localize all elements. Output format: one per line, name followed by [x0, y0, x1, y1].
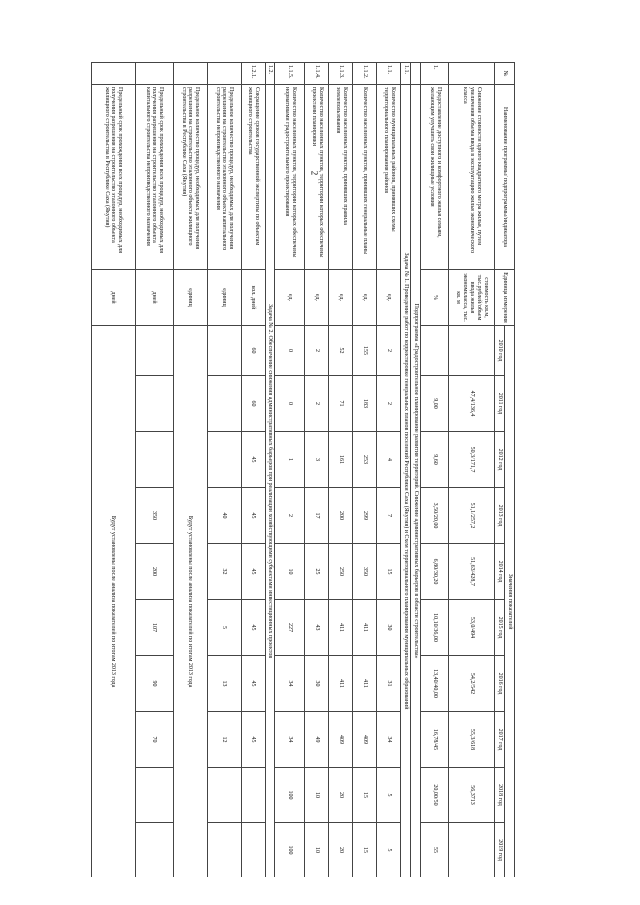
value-cell: 200	[135, 544, 173, 600]
value-cell: 5	[377, 823, 401, 878]
value-cell: 90	[135, 656, 173, 712]
table-row	[241, 63, 265, 878]
value-cell: 2	[377, 376, 401, 432]
year-header: 2018 год	[495, 768, 505, 823]
value-cell: 60	[241, 376, 265, 432]
note-2013-cell: Будут установлены после анализа показателей по итогам 2013 года	[173, 326, 207, 878]
value-cell: 25	[305, 544, 329, 600]
row-name: Количество населенных пунктов, территории которых обеспечены проектами планировки	[305, 85, 329, 270]
value-cell: 51,1/257,2	[449, 488, 495, 544]
value-cell: 43	[305, 600, 329, 656]
row-unit: кол. дней	[241, 270, 265, 326]
value-cell: 9,00	[421, 376, 449, 432]
value-cell: 409	[353, 712, 377, 768]
value-cell: 16,78/45	[421, 712, 449, 768]
value-cell: 107	[135, 600, 173, 656]
rotated-table-container	[56, 62, 515, 877]
value-cell: 55,3/618	[449, 712, 495, 768]
value-cell	[135, 376, 173, 432]
table-row	[275, 63, 305, 878]
value-cell	[241, 768, 265, 823]
values-title: Значения показателей	[505, 326, 515, 878]
value-cell: 161	[329, 432, 353, 488]
row-no	[207, 63, 241, 85]
value-cell: 299	[353, 488, 377, 544]
value-cell: 100	[275, 768, 305, 823]
table-row	[305, 63, 329, 878]
year-header: 2019 год	[495, 823, 505, 878]
value-cell: 13	[207, 656, 241, 712]
row-name: Снижение стоимости одного квадратного метра жилья, путем увеличения объема ввода в эксплуатацию жилья экономического класса	[449, 85, 495, 270]
value-cell: 2	[275, 488, 305, 544]
task-1-title: Задача № 1. Проведение работ по корректировке генеральных планов поселений Республики Саха (Якутия) и Схем территориального планирования муниципальных образований	[401, 85, 411, 878]
year-header: 2013 год	[495, 488, 505, 544]
value-cell: 71	[329, 376, 353, 432]
row-no: 1.1.	[377, 63, 401, 85]
value-cell: 34	[275, 712, 305, 768]
task-2-title: Задача № 2. Обеспечение снижения административных барьеров при реализации хозяйствующими субъектами инвестиционных проектов	[265, 85, 275, 878]
value-cell	[207, 376, 241, 432]
row-no: 1.1.5.	[275, 63, 305, 85]
value-cell: 49	[305, 712, 329, 768]
value-cell	[135, 823, 173, 878]
row-name: Количество населенных пунктов, принявших генеральные планы	[353, 85, 377, 270]
row-unit: ед.	[329, 270, 353, 326]
value-cell: 32	[207, 544, 241, 600]
row-no: 1.1.3.	[329, 63, 353, 85]
table-row	[421, 63, 449, 878]
year-header: 2016 год	[495, 656, 505, 712]
document-page	[56, 62, 515, 877]
value-cell: 183	[353, 376, 377, 432]
row-no	[135, 63, 173, 85]
value-cell: 60	[241, 326, 265, 376]
table-row	[449, 63, 495, 878]
value-cell: 70	[135, 712, 173, 768]
value-cell: 45	[241, 544, 265, 600]
row-unit: ед.	[377, 270, 401, 326]
value-cell: 9,60	[421, 432, 449, 488]
value-cell: 45	[241, 432, 265, 488]
row-name: Предоставление доступного и комфортного жилья семьям, желающим улучшить свои жилищные условия	[421, 85, 449, 270]
value-cell: 15	[353, 823, 377, 878]
value-cell	[207, 326, 241, 376]
value-cell: 350	[353, 544, 377, 600]
year-header: 2015 год	[495, 600, 505, 656]
row-name: Сокращение сроков государственной экспертизы по объектам жилищного строительства	[241, 85, 265, 270]
value-cell: 2	[305, 326, 329, 376]
year-header: 2012 год	[495, 432, 505, 488]
row-no	[91, 63, 135, 85]
indicators-table	[91, 62, 515, 877]
value-cell: 34	[275, 656, 305, 712]
row-no: 1.	[421, 63, 449, 85]
row-no: 1.1.2.	[353, 63, 377, 85]
value-cell: 15	[353, 768, 377, 823]
task-row	[265, 63, 275, 878]
row-unit: единиц	[173, 270, 207, 326]
value-cell: 4	[377, 432, 401, 488]
value-cell: 3,50/20,00	[421, 488, 449, 544]
page-number: 2	[309, 170, 320, 176]
value-cell: 52	[329, 326, 353, 376]
row-unit: дней	[91, 270, 135, 326]
value-cell: 0	[275, 326, 305, 376]
value-cell: 20	[329, 823, 353, 878]
value-cell: 6,80/30,20	[421, 544, 449, 600]
row-name: Количество населенных пунктов, принявших правила землепользования	[329, 85, 353, 270]
value-cell: 30	[377, 600, 401, 656]
value-cell: 227	[275, 600, 305, 656]
task-row	[401, 63, 411, 878]
row-name: Предельное количество процедур, необходимых для получения разрешения на строительство эталонного объекта капитального строительства непроизводственного назначения	[207, 85, 241, 270]
year-header: 2010 год	[495, 326, 505, 376]
value-cell: 34	[377, 712, 401, 768]
value-cell: 200	[329, 488, 353, 544]
value-cell	[207, 432, 241, 488]
value-cell: 2	[377, 326, 401, 376]
value-cell: 47,4/136,4	[449, 376, 495, 432]
year-header: 2014 год	[495, 544, 505, 600]
value-cell	[207, 768, 241, 823]
value-cell: 10	[275, 544, 305, 600]
value-cell: 51,63/428,7	[449, 544, 495, 600]
value-cell: 15	[377, 544, 401, 600]
row-name: Предельный срок прохождения всех процедур, необходимых для получения разрешения на строительство эталонного объекта жилищного строительства в Республике Саха (Якутия)	[91, 85, 135, 270]
table-row	[135, 63, 173, 878]
subprogram-title: Подпрограмма «Градостроительное планирование развития территорий. Снижение административных барьеров в области строительства»	[411, 85, 421, 878]
col-name-header: Наименование программы/ подпрограммы/индикатора	[495, 85, 515, 270]
row-unit: ед.	[305, 270, 329, 326]
value-cell: 53,0/494	[449, 600, 495, 656]
value-cell: 411	[329, 600, 353, 656]
value-cell: 409	[329, 712, 353, 768]
table-row	[353, 63, 377, 878]
row-name: Предельный срок прохождения всех процедур, необходимых для получения разрешения на строительство эталонного объекта капитального строительства непроизводственного назначения	[135, 85, 173, 270]
value-cell: 1	[275, 432, 305, 488]
table-row	[329, 63, 353, 878]
value-cell: 411	[353, 600, 377, 656]
row-unit: стоимость кв.м, тыс.рублей/объем ввода жилья экономкласса, тыс. кв. м	[449, 270, 495, 326]
row-no: 1.1.	[401, 63, 411, 85]
value-cell: 253	[353, 432, 377, 488]
col-unit-header: Единица измерения	[495, 270, 515, 326]
row-unit: единиц	[207, 270, 241, 326]
value-cell	[135, 432, 173, 488]
row-no	[173, 63, 207, 85]
value-cell	[207, 823, 241, 878]
row-no: 1.1.4.	[305, 63, 329, 85]
note-2013-cell: Будут установлены после анализа показателей по итогам 2013 года	[91, 326, 135, 878]
row-name: Количество муниципальных районов, принявших схемы территориального планирования районов	[377, 85, 401, 270]
value-cell: 17	[305, 488, 329, 544]
value-cell: 155	[353, 326, 377, 376]
value-cell: 12	[207, 712, 241, 768]
row-name: Количество населенных пунктов, территории которых обеспечены нормативами градостроительного проектирования	[275, 85, 305, 270]
value-cell: 30	[305, 656, 329, 712]
col-no-header: №	[495, 63, 515, 85]
value-cell	[135, 768, 173, 823]
value-cell: 20,00/50	[421, 768, 449, 823]
value-cell: 7	[377, 488, 401, 544]
value-cell: 13,40/40,00	[421, 656, 449, 712]
value-cell: 100	[275, 823, 305, 878]
value-cell: 56,3713	[449, 768, 495, 823]
value-cell	[135, 326, 173, 376]
value-cell: 45	[241, 656, 265, 712]
row-unit: ед.	[275, 270, 305, 326]
section-row	[411, 63, 421, 878]
value-cell: 45	[241, 488, 265, 544]
value-cell: 0	[275, 376, 305, 432]
value-cell	[449, 823, 495, 878]
value-cell: 10,10/36,00	[421, 600, 449, 656]
row-no	[449, 63, 495, 85]
row-name: Предельное количество процедур, необходимых для получения разрешения на строительство эталонного объекта жилищного строительства в Республике Саха (Якутия)	[173, 85, 207, 270]
value-cell: 2	[305, 376, 329, 432]
row-no: 1.2.1.	[241, 63, 265, 85]
year-header: 2017 год	[495, 712, 505, 768]
value-cell: 10	[305, 823, 329, 878]
value-cell: 5	[207, 600, 241, 656]
value-cell: 50,3/171,7	[449, 432, 495, 488]
value-cell: 31	[377, 656, 401, 712]
value-cell: 350	[135, 488, 173, 544]
table-row	[377, 63, 401, 878]
value-cell: 20	[329, 768, 353, 823]
value-cell: 3	[305, 432, 329, 488]
value-cell: 5	[377, 768, 401, 823]
table-row	[91, 63, 135, 878]
table-row	[207, 63, 241, 878]
value-cell: 10	[305, 768, 329, 823]
row-unit: %	[421, 270, 449, 326]
value-cell: 45	[241, 712, 265, 768]
table-row	[173, 63, 207, 878]
value-cell: 54,2/542	[449, 656, 495, 712]
value-cell: 55	[421, 823, 449, 878]
value-cell	[241, 823, 265, 878]
value-cell: 45	[241, 600, 265, 656]
value-cell: 40	[207, 488, 241, 544]
year-header: 2011 год	[495, 376, 505, 432]
value-cell: 411	[353, 656, 377, 712]
value-cell	[421, 326, 449, 376]
value-cell: 250	[329, 544, 353, 600]
row-unit: дней	[135, 270, 173, 326]
value-cell: 411	[329, 656, 353, 712]
row-no	[411, 63, 421, 85]
value-cell	[449, 326, 495, 376]
row-unit: ед.	[353, 270, 377, 326]
row-no: 1.2.	[265, 63, 275, 85]
